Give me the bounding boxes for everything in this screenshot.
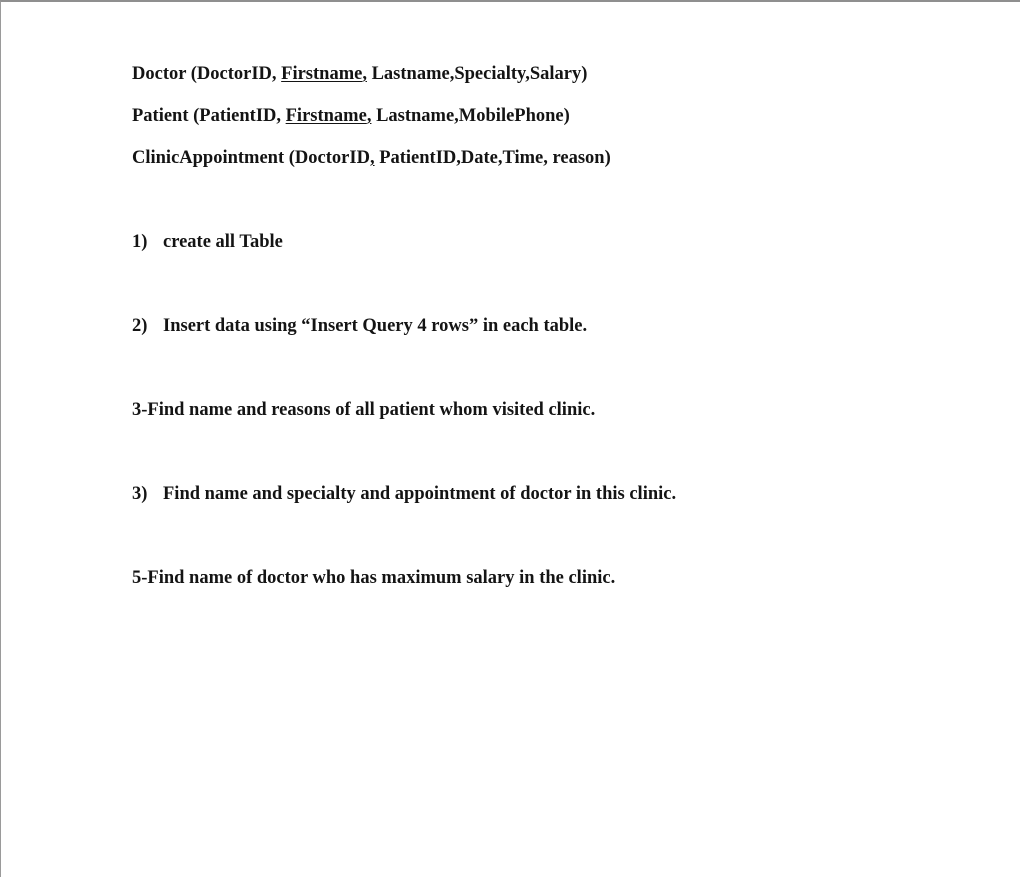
appointment-doctorid-comma: , xyxy=(369,148,375,168)
patient-firstname-comma: , xyxy=(366,106,372,126)
question-text: Insert data using “Insert Query 4 rows” in each table. xyxy=(163,316,588,336)
question-text: 5-Find name of doctor who has maximum salary in the clinic. xyxy=(132,568,616,588)
patient-fields-open: (PatientID, xyxy=(188,106,286,126)
question-4 xyxy=(132,483,676,505)
question-1 xyxy=(132,231,283,253)
doctor-table-name: Doctor xyxy=(132,64,187,84)
question-number: 3) xyxy=(132,484,148,504)
appointment-fields-open: (DoctorID xyxy=(284,148,370,168)
doctor-schema xyxy=(132,63,587,85)
question-text: create all Table xyxy=(163,232,283,252)
question-text: 3-Find name and reasons of all patient whom visited clinic. xyxy=(132,400,596,420)
doctor-fields-rest: Lastname,Specialty,Salary) xyxy=(366,64,588,84)
patient-firstname-field: Firstname xyxy=(285,106,367,126)
question-number: 2) xyxy=(132,316,148,336)
appointment-table-name: ClinicAppointment xyxy=(132,148,285,168)
doctor-firstname-field: Firstname xyxy=(281,64,363,84)
question-number: 1) xyxy=(132,232,148,252)
patient-table-name: Patient xyxy=(132,106,189,126)
question-text: Find name and specialty and appointment of doctor in this clinic. xyxy=(163,484,677,504)
doctor-firstname-comma: , xyxy=(362,64,367,84)
question-5 xyxy=(132,567,615,589)
patient-fields-rest: Lastname,MobilePhone) xyxy=(371,106,570,126)
appointment-fields-rest: PatientID,Date,Time, reason) xyxy=(374,148,611,168)
patient-schema xyxy=(132,105,570,127)
doctor-fields-open: (DoctorID, xyxy=(186,64,282,84)
question-2 xyxy=(132,315,587,337)
appointment-schema xyxy=(132,147,611,169)
question-3 xyxy=(132,399,595,421)
